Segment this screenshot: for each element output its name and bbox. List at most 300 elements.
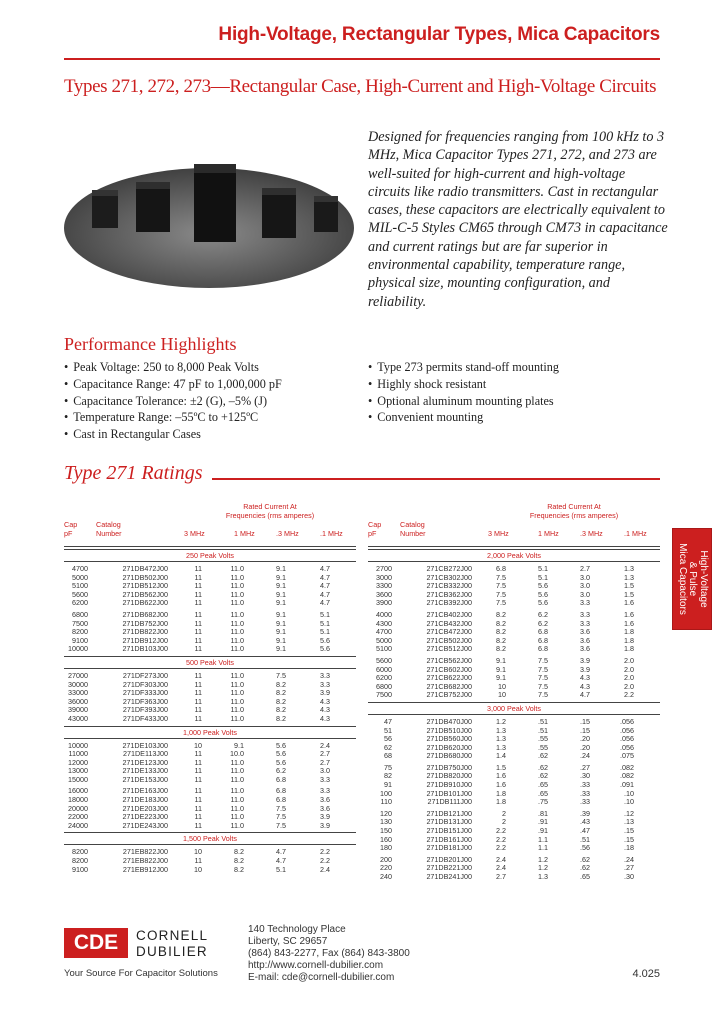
voltage-group-heading: 3,000 Peak Volts bbox=[368, 702, 660, 715]
table-cell: .056 bbox=[620, 734, 634, 744]
table-cell: 2700 bbox=[376, 564, 392, 573]
table-cell: 75 bbox=[384, 762, 392, 772]
table-cell: 4.7 bbox=[320, 598, 330, 608]
table-cell: 240 bbox=[380, 872, 392, 881]
table-cell: 1.3 bbox=[496, 725, 506, 735]
table-cell: 3.6 bbox=[320, 795, 330, 805]
table-cell: 1.3 bbox=[538, 872, 548, 881]
table-row bbox=[64, 750, 356, 759]
table-row bbox=[64, 628, 356, 637]
table-cell: 271DB161J00 bbox=[426, 834, 472, 844]
table-row bbox=[64, 787, 356, 796]
table-cell: 7500 bbox=[72, 618, 88, 628]
table-cell: 9.1 bbox=[276, 598, 286, 608]
table-cell: 7.5 bbox=[538, 673, 548, 683]
table-cell: 271DB151J00 bbox=[426, 826, 472, 836]
column-header-line: Number bbox=[96, 529, 122, 538]
table-row bbox=[64, 822, 356, 831]
table-cell: 1.8 bbox=[624, 644, 634, 654]
table-cell: 7.5 bbox=[276, 820, 286, 830]
performance-title: Performance Highlights bbox=[64, 334, 237, 354]
column-header bbox=[276, 529, 299, 538]
table-cell: 8.2 bbox=[496, 627, 506, 637]
table-cell: 2.2 bbox=[624, 690, 634, 700]
voltage-group-heading: 1,000 Peak Volts bbox=[64, 726, 356, 739]
table-cell: .62 bbox=[538, 762, 548, 772]
table-cell: 130 bbox=[380, 817, 392, 827]
table-row bbox=[368, 864, 660, 873]
table-cell: 4.7 bbox=[320, 572, 330, 582]
table-cell: 120 bbox=[380, 808, 392, 818]
table-cell: 3.6 bbox=[580, 644, 590, 654]
table-cell: 271DB241J00 bbox=[426, 872, 472, 881]
table-cell: 2.2 bbox=[496, 843, 506, 853]
table-cell: 4.7 bbox=[580, 690, 590, 700]
table-cell: 3.3 bbox=[580, 618, 590, 628]
table-cell: 82 bbox=[384, 771, 392, 781]
email-link[interactable]: E-mail: cde@cornell-dubilier.com bbox=[248, 972, 395, 983]
table-cell: 11.0 bbox=[230, 598, 244, 608]
table-row bbox=[64, 620, 356, 629]
table-cell: 11.0 bbox=[230, 795, 244, 805]
table-cell: .20 bbox=[580, 734, 590, 744]
table-cell: 271DF333J00 bbox=[122, 688, 168, 698]
table-row bbox=[64, 611, 356, 620]
table-cell: 8.2 bbox=[234, 864, 244, 874]
rated-current-heading bbox=[488, 502, 660, 520]
table-cell: 11.0 bbox=[230, 564, 244, 573]
table-cell: .51 bbox=[538, 716, 548, 726]
table-cell: 3.9 bbox=[320, 812, 330, 822]
table-cell: .091 bbox=[620, 780, 634, 790]
table-cell: 11.0 bbox=[230, 581, 244, 591]
table-cell: 7.5 bbox=[538, 655, 548, 665]
table-row bbox=[368, 691, 660, 700]
table-cell: 20000 bbox=[68, 803, 88, 813]
table-cell: 271DB912J00 bbox=[122, 635, 168, 645]
table-cell: 11 bbox=[194, 627, 202, 637]
table-cell: 11.0 bbox=[230, 774, 244, 784]
table-cell: 271DB510J00 bbox=[426, 725, 472, 735]
table-cell: .075 bbox=[620, 751, 634, 761]
table-cell: 8200 bbox=[72, 856, 88, 866]
table-cell: 11.0 bbox=[230, 679, 244, 689]
table-cell: 2 bbox=[502, 817, 506, 827]
table-row bbox=[64, 574, 356, 583]
table-cell: 271CB402J00 bbox=[426, 609, 472, 619]
table-row bbox=[368, 810, 660, 819]
table-cell: .10 bbox=[624, 788, 634, 798]
table-cell: 5.6 bbox=[320, 635, 330, 645]
side-tab-line: High-Voltage bbox=[697, 550, 709, 608]
table-cell: 11.0 bbox=[230, 812, 244, 822]
table-cell: 271DF303J00 bbox=[122, 679, 168, 689]
table-cell: .33 bbox=[580, 780, 590, 790]
table-cell: 11.0 bbox=[230, 635, 244, 645]
table-cell: 271DF273J00 bbox=[122, 670, 168, 680]
table-cell: .91 bbox=[538, 826, 548, 836]
table-cell: 271DB201J00 bbox=[426, 854, 472, 864]
table-row bbox=[64, 637, 356, 646]
table-cell: .12 bbox=[624, 808, 634, 818]
table-cell: .056 bbox=[620, 742, 634, 752]
table-cell: .62 bbox=[538, 751, 548, 761]
intro-paragraph: Designed for frequencies ranging from 100 kHz to 3 MHz, Mica Capacitor Types 271, 272, and 273 are well-suited for high-current and high-voltage circuits like radio transmitters. Cast in rectangular cases, these capacitors are electrically equivalent to MIL-C-5 Styles CM65 through CM73 in capacitance and current ratings but are far superior in environmental capability, temperature range, physical size, mounting configuration, and reliability. bbox=[368, 129, 668, 310]
row-block bbox=[368, 565, 660, 608]
table-cell: 9.1 bbox=[276, 609, 286, 619]
side-tab-line: Mica Capacitors bbox=[676, 543, 688, 615]
table-row bbox=[64, 776, 356, 785]
table-cell: 2.2 bbox=[496, 834, 506, 844]
table-cell: 6.8 bbox=[276, 786, 286, 796]
table-cell: .55 bbox=[538, 742, 548, 752]
row-block bbox=[368, 856, 660, 882]
column-header bbox=[234, 529, 255, 538]
table-cell: 2.7 bbox=[496, 872, 506, 881]
table-cell: 8.2 bbox=[276, 679, 286, 689]
table-cell: 8.2 bbox=[276, 713, 286, 723]
address-line: Liberty, SC 29657 bbox=[248, 936, 328, 947]
performance-list-right bbox=[368, 359, 559, 426]
table-cell: 7.5 bbox=[496, 589, 506, 599]
table-cell: 11 bbox=[194, 609, 202, 619]
table-cell: 11.0 bbox=[230, 627, 244, 637]
table-cell: 7.5 bbox=[276, 812, 286, 822]
ratings-rule bbox=[212, 478, 660, 480]
table-cell: 4.3 bbox=[320, 696, 330, 706]
table-row bbox=[368, 565, 660, 574]
performance-list-left bbox=[64, 359, 282, 443]
table-cell: 10 bbox=[194, 847, 202, 857]
table-cell: 271DB131J00 bbox=[426, 817, 472, 827]
table-cell: 7.5 bbox=[538, 690, 548, 700]
table-cell: 5.1 bbox=[320, 627, 330, 637]
column-header-line: 3 MHz bbox=[184, 529, 205, 538]
column-header-line: Cap bbox=[368, 520, 382, 529]
table-cell: 271DB820J00 bbox=[426, 771, 472, 781]
table-cell: 7.5 bbox=[276, 803, 286, 813]
table-row bbox=[64, 689, 356, 698]
table-cell: 2.0 bbox=[624, 664, 634, 674]
table-cell: 271DB750J00 bbox=[426, 762, 472, 772]
table-cell: 5000 bbox=[72, 572, 88, 582]
cde-logo: CDE bbox=[64, 928, 128, 958]
table-cell: 3900 bbox=[376, 598, 392, 608]
table-cell: 9.1 bbox=[276, 618, 286, 628]
table-cell: 1.8 bbox=[624, 627, 634, 637]
table-cell: 10 bbox=[498, 681, 506, 691]
table-row bbox=[368, 790, 660, 799]
table-cell: 91 bbox=[384, 780, 392, 790]
table-cell: 5000 bbox=[376, 635, 392, 645]
table-row bbox=[64, 759, 356, 768]
table-cell: 4.7 bbox=[320, 581, 330, 591]
table-cell: 1.1 bbox=[538, 834, 548, 844]
table-row bbox=[368, 645, 660, 654]
table-cell: 1.6 bbox=[624, 609, 634, 619]
table-cell: .15 bbox=[624, 826, 634, 836]
table-cell: 4.7 bbox=[320, 589, 330, 599]
table-row bbox=[368, 674, 660, 683]
table-row bbox=[368, 844, 660, 853]
table-cell: 6.8 bbox=[538, 635, 548, 645]
table-header bbox=[368, 500, 660, 547]
bullet-item: • Highly shock resistant bbox=[368, 376, 559, 393]
table-cell: .10 bbox=[624, 797, 634, 807]
table-cell: 7.5 bbox=[496, 581, 506, 591]
table-cell: 1.2 bbox=[496, 716, 506, 726]
table-cell: 11 bbox=[194, 766, 202, 776]
table-cell: .51 bbox=[580, 834, 590, 844]
table-cell: 271DE123J00 bbox=[122, 757, 168, 767]
voltage-group-heading: 1,500 Peak Volts bbox=[64, 832, 356, 845]
table-cell: 3.9 bbox=[580, 655, 590, 665]
table-row bbox=[368, 683, 660, 692]
table-cell: 6.8 bbox=[538, 627, 548, 637]
table-cell: 2.0 bbox=[624, 681, 634, 691]
table-cell: .24 bbox=[624, 854, 634, 864]
table-cell: 11 bbox=[194, 705, 202, 715]
table-cell: 11 bbox=[194, 679, 202, 689]
table-cell: 6.8 bbox=[276, 774, 286, 784]
table-cell: 62 bbox=[384, 742, 392, 752]
table-row bbox=[368, 798, 660, 807]
table-cell: 9.1 bbox=[276, 564, 286, 573]
table-row bbox=[368, 836, 660, 845]
table-cell: 5.6 bbox=[276, 749, 286, 759]
table-cell: 1.2 bbox=[538, 854, 548, 864]
table-cell: 9.1 bbox=[276, 572, 286, 582]
column-header-line: .1 MHz bbox=[320, 529, 343, 538]
table-row bbox=[368, 856, 660, 865]
table-cell: .65 bbox=[580, 872, 590, 881]
table-cell: 9.1 bbox=[496, 664, 506, 674]
table-cell: 24000 bbox=[68, 820, 88, 830]
table-cell: 2 bbox=[502, 808, 506, 818]
table-cell: 7.5 bbox=[538, 681, 548, 691]
table-cell: 11 bbox=[194, 774, 202, 784]
table-cell: 5.6 bbox=[538, 589, 548, 599]
table-cell: 4.3 bbox=[320, 705, 330, 715]
table-cell: 4.7 bbox=[276, 856, 286, 866]
column-header-line: 1 MHz bbox=[538, 529, 559, 538]
table-row bbox=[64, 813, 356, 822]
table-cell: 271DB470J00 bbox=[426, 716, 472, 726]
table-cell: 1.3 bbox=[624, 564, 634, 573]
table-cell: 3.6 bbox=[320, 803, 330, 813]
table-cell: 18000 bbox=[68, 795, 88, 805]
table-cell: 150 bbox=[380, 826, 392, 836]
table-cell: .27 bbox=[624, 863, 634, 873]
table-cell: 6.8 bbox=[538, 644, 548, 654]
table-cell: 271CB472J00 bbox=[426, 627, 472, 637]
table-cell: 4.3 bbox=[580, 673, 590, 683]
table-cell: 11.0 bbox=[230, 696, 244, 706]
table-cell: 11 bbox=[194, 564, 202, 573]
table-cell: 10000 bbox=[68, 644, 88, 654]
table-cell: 11 bbox=[194, 635, 202, 645]
table-cell: 271DB181J00 bbox=[426, 843, 472, 853]
table-cell: 1.8 bbox=[496, 788, 506, 798]
table-cell: 4000 bbox=[376, 609, 392, 619]
website-link[interactable]: http://www.cornell-dubilier.com bbox=[248, 960, 384, 971]
bullet-item: • Peak Voltage: 250 to 8,000 Peak Volts bbox=[64, 359, 282, 376]
table-cell: 11 bbox=[194, 696, 202, 706]
table-cell: 271CB502J00 bbox=[426, 635, 472, 645]
voltage-group-heading: 250 Peak Volts bbox=[64, 549, 356, 562]
table-cell: 47 bbox=[384, 716, 392, 726]
table-cell: 5.6 bbox=[538, 598, 548, 608]
table-cell: 11 bbox=[194, 688, 202, 698]
table-cell: 1.8 bbox=[624, 635, 634, 645]
table-cell: 271DB752J00 bbox=[122, 618, 168, 628]
table-cell: 2.0 bbox=[624, 655, 634, 665]
table-cell: 11 bbox=[194, 572, 202, 582]
table-cell: 271DB560J00 bbox=[426, 734, 472, 744]
table-cell: 5100 bbox=[376, 644, 392, 654]
table-cell: 271DB221J00 bbox=[426, 863, 472, 873]
table-cell: 36000 bbox=[68, 696, 88, 706]
table-cell: 271CB392J00 bbox=[426, 598, 472, 608]
table-row bbox=[64, 706, 356, 715]
table-row bbox=[64, 805, 356, 814]
table-cell: 9100 bbox=[72, 864, 88, 874]
table-cell: 6.2 bbox=[538, 618, 548, 628]
table-row bbox=[64, 866, 356, 875]
table-cell: 2.4 bbox=[496, 863, 506, 873]
table-cell: 271EB822J00 bbox=[122, 856, 168, 866]
table-row bbox=[368, 744, 660, 753]
table-cell: 271DB910J00 bbox=[426, 780, 472, 790]
table-row bbox=[368, 727, 660, 736]
table-cell: 271CB432J00 bbox=[426, 618, 472, 628]
table-cell: 15000 bbox=[68, 774, 88, 784]
table-cell: 2.4 bbox=[320, 864, 330, 874]
table-cell: 6.2 bbox=[538, 609, 548, 619]
table-cell: 8.2 bbox=[234, 847, 244, 857]
table-row bbox=[368, 781, 660, 790]
table-cell: 2.0 bbox=[624, 673, 634, 683]
table-cell: 11 bbox=[194, 618, 202, 628]
table-cell: 8200 bbox=[72, 847, 88, 857]
row-block bbox=[368, 718, 660, 761]
column-header bbox=[64, 520, 77, 538]
column-header-line: 3 MHz bbox=[488, 529, 509, 538]
voltage-group-heading: 2,000 Peak Volts bbox=[368, 549, 660, 562]
table-cell: 3.6 bbox=[580, 627, 590, 637]
bullet-item: • Cast in Rectangular Cases bbox=[64, 426, 282, 443]
table-cell: 11.0 bbox=[230, 803, 244, 813]
table-cell: .62 bbox=[580, 863, 590, 873]
table-cell: .15 bbox=[624, 834, 634, 844]
table-cell: 271DB562J00 bbox=[122, 589, 168, 599]
table-cell: .81 bbox=[538, 808, 548, 818]
table-cell: 271DE103J00 bbox=[122, 740, 168, 750]
table-cell: 6.8 bbox=[276, 795, 286, 805]
table-cell: 5.1 bbox=[320, 609, 330, 619]
table-cell: .55 bbox=[538, 734, 548, 744]
table-cell: .33 bbox=[580, 788, 590, 798]
table-row bbox=[64, 796, 356, 805]
column-header-line: .1 MHz bbox=[624, 529, 647, 538]
table-cell: 271DB472J00 bbox=[122, 564, 168, 573]
table-cell: .51 bbox=[538, 725, 548, 735]
table-cell: 9.1 bbox=[276, 644, 286, 654]
table-cell: 6200 bbox=[72, 598, 88, 608]
table-cell: 5600 bbox=[72, 589, 88, 599]
table-cell: 11 bbox=[194, 670, 202, 680]
table-cell: 10000 bbox=[68, 740, 88, 750]
table-cell: .30 bbox=[624, 872, 634, 881]
table-cell: 1.6 bbox=[496, 780, 506, 790]
table-cell: 271DB111J00 bbox=[427, 797, 472, 807]
table-cell: 271CB752J00 bbox=[426, 690, 472, 700]
table-cell: 2.2 bbox=[320, 856, 330, 866]
table-row bbox=[368, 772, 660, 781]
table-cell: 5.6 bbox=[320, 644, 330, 654]
table-cell: 271DB103J00 bbox=[122, 644, 168, 654]
table-cell: 3.9 bbox=[580, 664, 590, 674]
page-subtitle: Types 271, 272, 273—Rectangular Case, High-Current and High-Voltage Circuits bbox=[64, 76, 657, 97]
frequencies-label: Frequencies (rms amperes) bbox=[225, 511, 315, 520]
table-cell: 5600 bbox=[376, 655, 392, 665]
table-cell: 3.3 bbox=[580, 598, 590, 608]
table-cell: .65 bbox=[538, 788, 548, 798]
table-cell: 6000 bbox=[376, 664, 392, 674]
row-block bbox=[368, 810, 660, 853]
table-cell: 43000 bbox=[68, 713, 88, 723]
table-cell: 5.6 bbox=[276, 757, 286, 767]
table-cell: 56 bbox=[384, 734, 392, 744]
table-cell: 200 bbox=[380, 854, 392, 864]
table-cell: 7.5 bbox=[276, 670, 286, 680]
table-cell: 271DB620J00 bbox=[426, 742, 472, 752]
table-cell: .56 bbox=[580, 843, 590, 853]
section-side-tab[interactable] bbox=[672, 528, 712, 630]
table-row bbox=[64, 767, 356, 776]
column-header bbox=[538, 529, 559, 538]
row-block bbox=[64, 848, 356, 874]
column-header-line: pF bbox=[368, 529, 377, 538]
table-cell: 11.0 bbox=[230, 644, 244, 654]
table-cell: 2.4 bbox=[496, 854, 506, 864]
table-cell: 11.0 bbox=[230, 618, 244, 628]
table-cell: 1.1 bbox=[538, 843, 548, 853]
table-cell: .75 bbox=[538, 797, 548, 807]
table-cell: .91 bbox=[538, 817, 548, 827]
table-cell: 11 bbox=[194, 598, 202, 608]
table-cell: 4.3 bbox=[580, 681, 590, 691]
table-cell: 7500 bbox=[376, 690, 392, 700]
table-cell: 271CB272J00 bbox=[426, 564, 472, 573]
table-cell: 3.3 bbox=[320, 679, 330, 689]
tagline: Your Source For Capacitor Solutions bbox=[64, 968, 218, 979]
table-cell: 3.3 bbox=[320, 670, 330, 680]
table-cell: 5100 bbox=[72, 581, 88, 591]
table-cell: 3.3 bbox=[320, 774, 330, 784]
table-cell: 5.1 bbox=[538, 564, 548, 573]
phone-line: (864) 843-2277, Fax (864) 843-3800 bbox=[248, 948, 410, 959]
table-cell: 3.3 bbox=[320, 786, 330, 796]
table-cell: 3.0 bbox=[580, 572, 590, 582]
table-cell: 271DF393J00 bbox=[122, 705, 168, 715]
table-cell: 2.2 bbox=[320, 847, 330, 857]
row-block bbox=[64, 611, 356, 654]
row-block bbox=[64, 672, 356, 724]
table-cell: 8.2 bbox=[234, 856, 244, 866]
table-cell: 9.1 bbox=[276, 589, 286, 599]
table-cell: 11.0 bbox=[230, 766, 244, 776]
